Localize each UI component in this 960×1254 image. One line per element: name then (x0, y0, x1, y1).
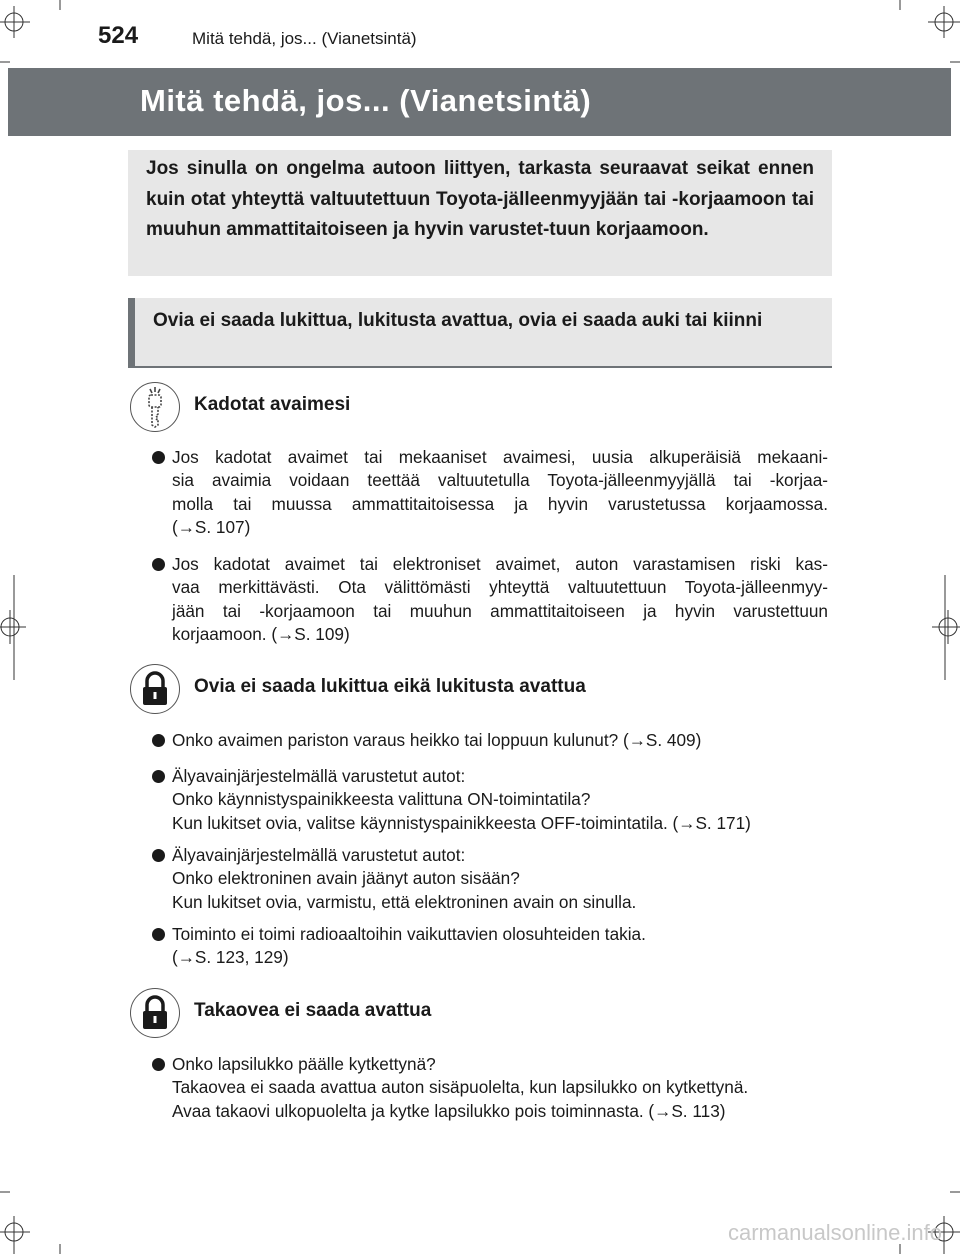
list-item (152, 729, 828, 752)
list-item (152, 1053, 828, 1123)
bullet-dot (152, 928, 165, 941)
list-item (152, 765, 828, 835)
bullet-line: molla tai muussa ammattitaitoisessa ja hyvin varustetussa korjaamossa. (172, 493, 828, 514)
bullet-line: (→S. 107) (172, 517, 251, 538)
bullet-line: Onko käynnistyspainikkeesta valittuna ON-toimintatila? (172, 789, 591, 810)
bullet-line: sia avaimia voidaan teettää valtuutetulla Toyota-jälleenmyyjällä tai -korjaa- (172, 470, 828, 491)
bullet-line: Älyavainjärjestelmällä varustetut autot: (172, 766, 466, 786)
bullet-line: Avaa takaovi ulkopuolelta ja kytke lapsilukko pois toiminnasta. (→S. 113) (172, 1100, 726, 1121)
section-heading: Ovia ei saada lukittua, lukitusta avattua, ovia ei saada auki tai kiinni (128, 298, 832, 368)
subsection-title: Takaovea ei saada avattua (194, 1000, 432, 1021)
subsection-title: Ovia ei saada lukittua eikä lukitusta avattua (194, 676, 586, 697)
subsection-lock (130, 664, 830, 716)
bullet-line: Toiminto ei toimi radioaaltoihin vaikuttavien olosuhteiden takia. (172, 924, 646, 944)
bullet-line: Onko avaimen pariston varaus heikko tai loppuun kulunut? (→S. 409) (172, 730, 702, 750)
list-item (152, 923, 828, 970)
watermark: carmanualsonline.info (727, 1220, 942, 1245)
bullet-line: Takaovea ei saada avattua auton sisäpuolelta, kun lapsilukko on kytkettynä. (172, 1077, 749, 1098)
bullet-line: vaa merkittävästi. Ota välittömästi yhteyttä valtuutettuun Toyota-jälleenmyy- (172, 577, 828, 598)
bullet-line: Kun lukitset ovia, valitse käynnistyspainikkeesta OFF-toimintatila. (→S. 171) (172, 812, 751, 833)
list-item (152, 446, 828, 540)
list-item (152, 553, 828, 647)
page-title: Mitä tehdä, jos... (Vianetsintä) (140, 83, 592, 118)
subsection-title: Kadotat avaimesi (194, 394, 351, 415)
bullet-line: korjaamoon. (→S. 109) (172, 624, 350, 645)
list-item (152, 844, 828, 914)
intro-box: Jos sinulla on ongelma autoon liittyen, tarkasta seuraavat seikat ennen kuin otat yhteyttä valtuutettuun Toyota-jälleenmyyjään tai -korjaamoon tai muuhun ammattitaitoiseen ja hyvin varustet-tuun korjaamoon. (128, 150, 832, 276)
bullet-dot (152, 849, 165, 862)
bullet-line: Kun lukitset ovia, varmistu, että elektroninen avain on sinulla. (172, 891, 637, 912)
bullet-dot (152, 558, 165, 571)
padlock-icon (130, 988, 180, 1038)
bullet-line: Onko lapsilukko päälle kytkettynä? (172, 1054, 436, 1074)
bullet-line: Onko elektroninen avain jäänyt auton sisään? (172, 868, 520, 889)
lost-key-icon (130, 382, 180, 432)
bullet-line: Jos kadotat avaimet tai mekaaniset avaimesi, uusia alkuperäisiä mekaani- (172, 447, 828, 467)
bullet-line: jään tai -korjaamoon tai muuhun ammattitaitoiseen ja hyvin varustettuun (172, 600, 828, 621)
bullet-dot (152, 451, 165, 464)
bullet-dot (152, 734, 165, 747)
subsection-rear-door (130, 988, 830, 1040)
running-header: Mitä tehdä, jos... (Vianetsintä) (192, 29, 417, 48)
subsection-lost-key (130, 382, 830, 434)
bullet-line: (→S. 123, 129) (172, 947, 289, 968)
padlock-icon (130, 664, 180, 714)
bullet-dot (152, 770, 165, 783)
bullet-line: Jos kadotat avaimet tai elektroniset avaimet, auton varastamisen riski kas- (172, 554, 828, 574)
bullet-dot (152, 1058, 165, 1071)
title-band (8, 68, 951, 136)
bullet-line: Älyavainjärjestelmällä varustetut autot: (172, 845, 466, 865)
page-number: 524 (98, 22, 139, 49)
